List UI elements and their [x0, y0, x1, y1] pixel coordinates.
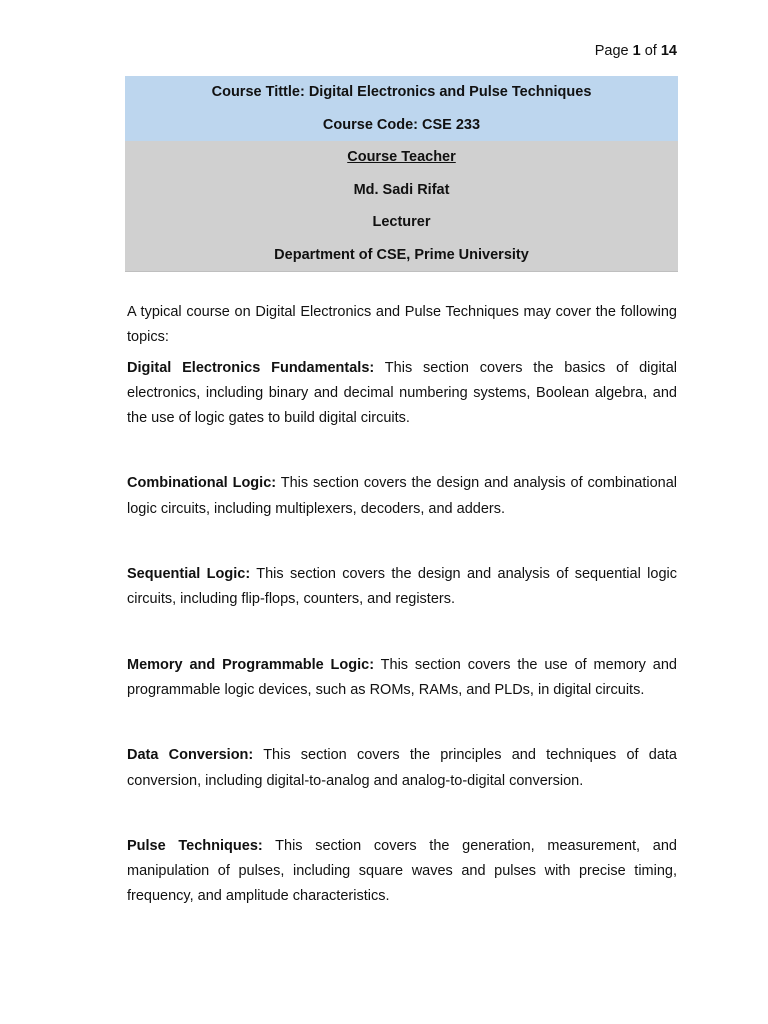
teacher-heading: Course Teacher: [347, 149, 456, 165]
document-body: [127, 300, 677, 950]
page-label: Page: [594, 43, 629, 59]
teacher-name: Md. Sadi Rifat: [353, 181, 450, 198]
intro-paragraph: A typical course on Digital Electronics and Pulse Techniques may cover the following topics:: [127, 304, 677, 346]
topic-paragraph: [127, 356, 677, 432]
topic-paragraph: [127, 834, 677, 910]
topic-heading: Data Conversion:: [127, 747, 254, 764]
page-current: 1: [632, 43, 641, 59]
topic-paragraph: [127, 471, 677, 522]
course-title-band: [125, 76, 678, 141]
course-code: Course Code: CSE 233: [322, 116, 481, 133]
topic-paragraph: [127, 743, 677, 794]
topic-heading: Combinational Logic:: [127, 475, 277, 492]
topic-text: This section covers the design and analysis of sequential logic circuits, including flip-flops, counters, and registers.: [127, 566, 677, 608]
topic-text: This section covers the use of memory and programmable logic devices, such as ROMs, RAMs, and PLDs, in digital circuits.: [127, 656, 677, 698]
page-total: 14: [660, 43, 677, 59]
course-title: Course Tittle: Digital Electronics and Pulse Techniques: [211, 84, 592, 100]
topic-paragraph: [127, 653, 677, 704]
teacher-role: Lecturer: [372, 214, 431, 230]
topic-heading: Memory and Programmable Logic:: [127, 656, 375, 673]
page-of: of: [644, 43, 657, 59]
page-number: [595, 43, 677, 59]
topic-text: This section covers the design and analysis of combinational logic circuits, including multiplexers, decoders, and adders.: [127, 475, 677, 517]
topic-text: This section covers the principles and techniques of data conversion, including digital-to-analog and analog-to-digital conversion.: [127, 747, 677, 789]
topic-heading: Digital Electronics Fundamentals:: [127, 359, 375, 376]
teacher-department: Department of CSE, Prime University: [274, 246, 529, 263]
course-header: [125, 76, 678, 272]
topic-paragraph: [127, 562, 677, 613]
topic-heading: Sequential Logic:: [127, 566, 251, 583]
topic-text: This section covers the generation, measurement, and manipulation of pulses, including square waves and pulses with precise timing, frequency, and amplitude characteristics.: [127, 837, 677, 905]
topic-text: This section covers the basics of digital electronics, including binary and decimal numbering systems, Boolean algebra, and the use of logic gates to build digital circuits.: [127, 359, 677, 427]
course-teacher-band: [125, 141, 678, 272]
topic-heading: Pulse Techniques:: [127, 837, 263, 854]
